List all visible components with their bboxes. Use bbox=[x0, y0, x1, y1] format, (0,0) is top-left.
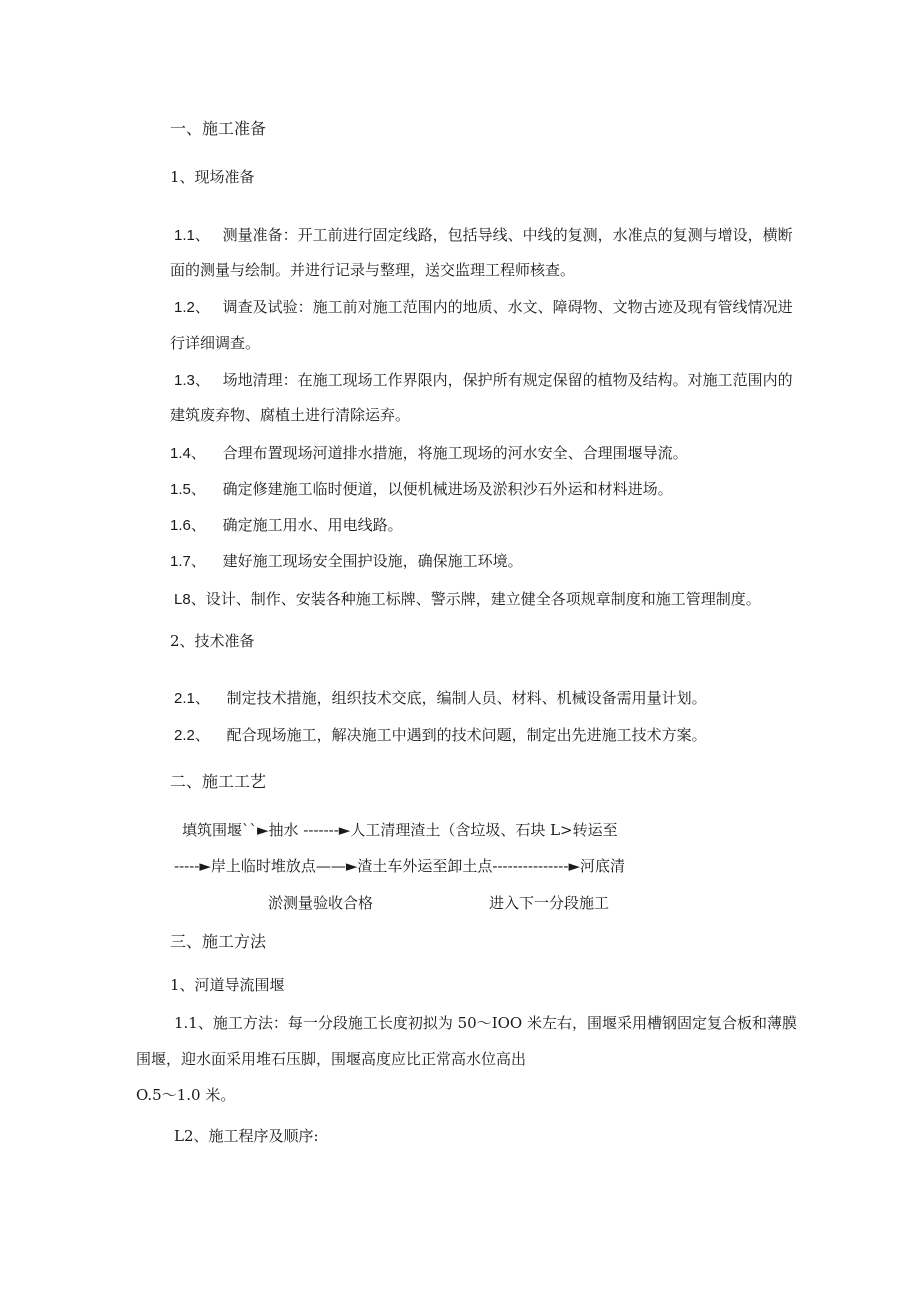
item-text: 、设计、制作、安装各种施工标牌、警示牌，建立健全各项规章制度和施工管理制度。 bbox=[190, 590, 761, 608]
item-text: 调查及试验：施工前对施工范围内的地质、水文、障碍物、文物古迹及现有管线情况进 bbox=[222, 298, 793, 316]
subheading-river-diversion: 1、河道导流围堰 bbox=[170, 976, 285, 994]
item-method-1-1-tail: O.5～1.0 米。 bbox=[136, 1086, 236, 1104]
subheading-site-preparation: 1、现场准备 bbox=[170, 168, 255, 186]
item-method-1-1: 1.1、施工方法：每一分段施工长度初拟为 50～IOO 米左右，围堰采用槽钢固定复合板和薄膜 bbox=[174, 1014, 798, 1032]
item-text: 配合现场施工，解决施工中遇到的技术问题，制定出先进施工技术方案。 bbox=[226, 726, 707, 744]
item-text: 场地清理：在施工现场工作界限内，保护所有规定保留的植物及结构。对施工范围内的 bbox=[222, 371, 793, 389]
item-1-3-continuation: 建筑废弃物、腐植土进行清除运弃。 bbox=[170, 406, 411, 424]
item-method-1-1-continuation: 围堰，迎水面采用堆石压脚，围堰高度应比正常高水位高出 bbox=[136, 1050, 527, 1068]
item-1-2-continuation: 行详细调查。 bbox=[170, 334, 261, 352]
item-2-2 bbox=[174, 725, 707, 746]
item-1-1-continuation: 面的测量与绘制。并进行记录与整理，送交监理工程师核查。 bbox=[170, 261, 576, 279]
subheading-technical-preparation: 2、技术准备 bbox=[170, 632, 255, 650]
process-flow-line-3-right: 进入下一分段施工 bbox=[489, 894, 610, 912]
item-2-1 bbox=[174, 688, 707, 709]
item-1-4 bbox=[170, 443, 688, 464]
item-number: 1.7、 bbox=[170, 553, 206, 570]
item-number: 2.1、 bbox=[174, 690, 210, 707]
item-1-5 bbox=[170, 479, 673, 500]
item-1-3 bbox=[174, 370, 793, 391]
item-method-1-2: L2、施工程序及顺序: bbox=[174, 1127, 319, 1145]
item-number: 1.5、 bbox=[170, 481, 206, 498]
item-1-7 bbox=[170, 551, 523, 572]
item-number: 2.2、 bbox=[174, 727, 210, 744]
item-number: 1.3、 bbox=[174, 372, 210, 389]
section-heading-process: 二、施工工艺 bbox=[170, 772, 267, 791]
section-heading-preparation: 一、施工准备 bbox=[170, 119, 267, 138]
process-flow-line-2: -----►岸上临时堆放点——►渣土车外运至卸土点---------------►河底清 bbox=[174, 857, 625, 875]
item-text: 确定施工用水、用电线路。 bbox=[222, 516, 403, 534]
item-1-1 bbox=[174, 225, 793, 246]
item-1-8 bbox=[174, 589, 761, 610]
item-text: 建好施工现场安全围护设施，确保施工环境。 bbox=[222, 552, 523, 570]
item-1-2 bbox=[174, 297, 793, 318]
process-flow-line-1: 填筑围堰``►抽水 -------►人工清理渣土（含垃圾、石块 L>转运至 bbox=[182, 821, 618, 839]
item-number: L8 bbox=[174, 591, 191, 608]
item-text: 测量准备：开工前进行固定线路，包括导线、中线的复测，水准点的复测与增设，横断 bbox=[222, 226, 793, 244]
item-text: 确定修建施工临时便道，以便机械进场及淤积沙石外运和材料进场。 bbox=[222, 480, 673, 498]
item-number: 1.6、 bbox=[170, 517, 206, 534]
process-flow-line-3-left: 淤测量验收合格 bbox=[268, 894, 374, 912]
item-1-6 bbox=[170, 515, 403, 536]
item-number: 1.2、 bbox=[174, 299, 210, 316]
item-text: 合理布置现场河道排水措施，将施工现场的河水安全、合理围堰导流。 bbox=[222, 444, 688, 462]
item-number: 1.4、 bbox=[170, 445, 206, 462]
item-text: 制定技术措施，组织技术交底，编制人员、材料、机械设备需用量计划。 bbox=[226, 689, 707, 707]
section-heading-method: 三、施工方法 bbox=[170, 932, 267, 951]
item-number: 1.1、 bbox=[174, 227, 210, 244]
